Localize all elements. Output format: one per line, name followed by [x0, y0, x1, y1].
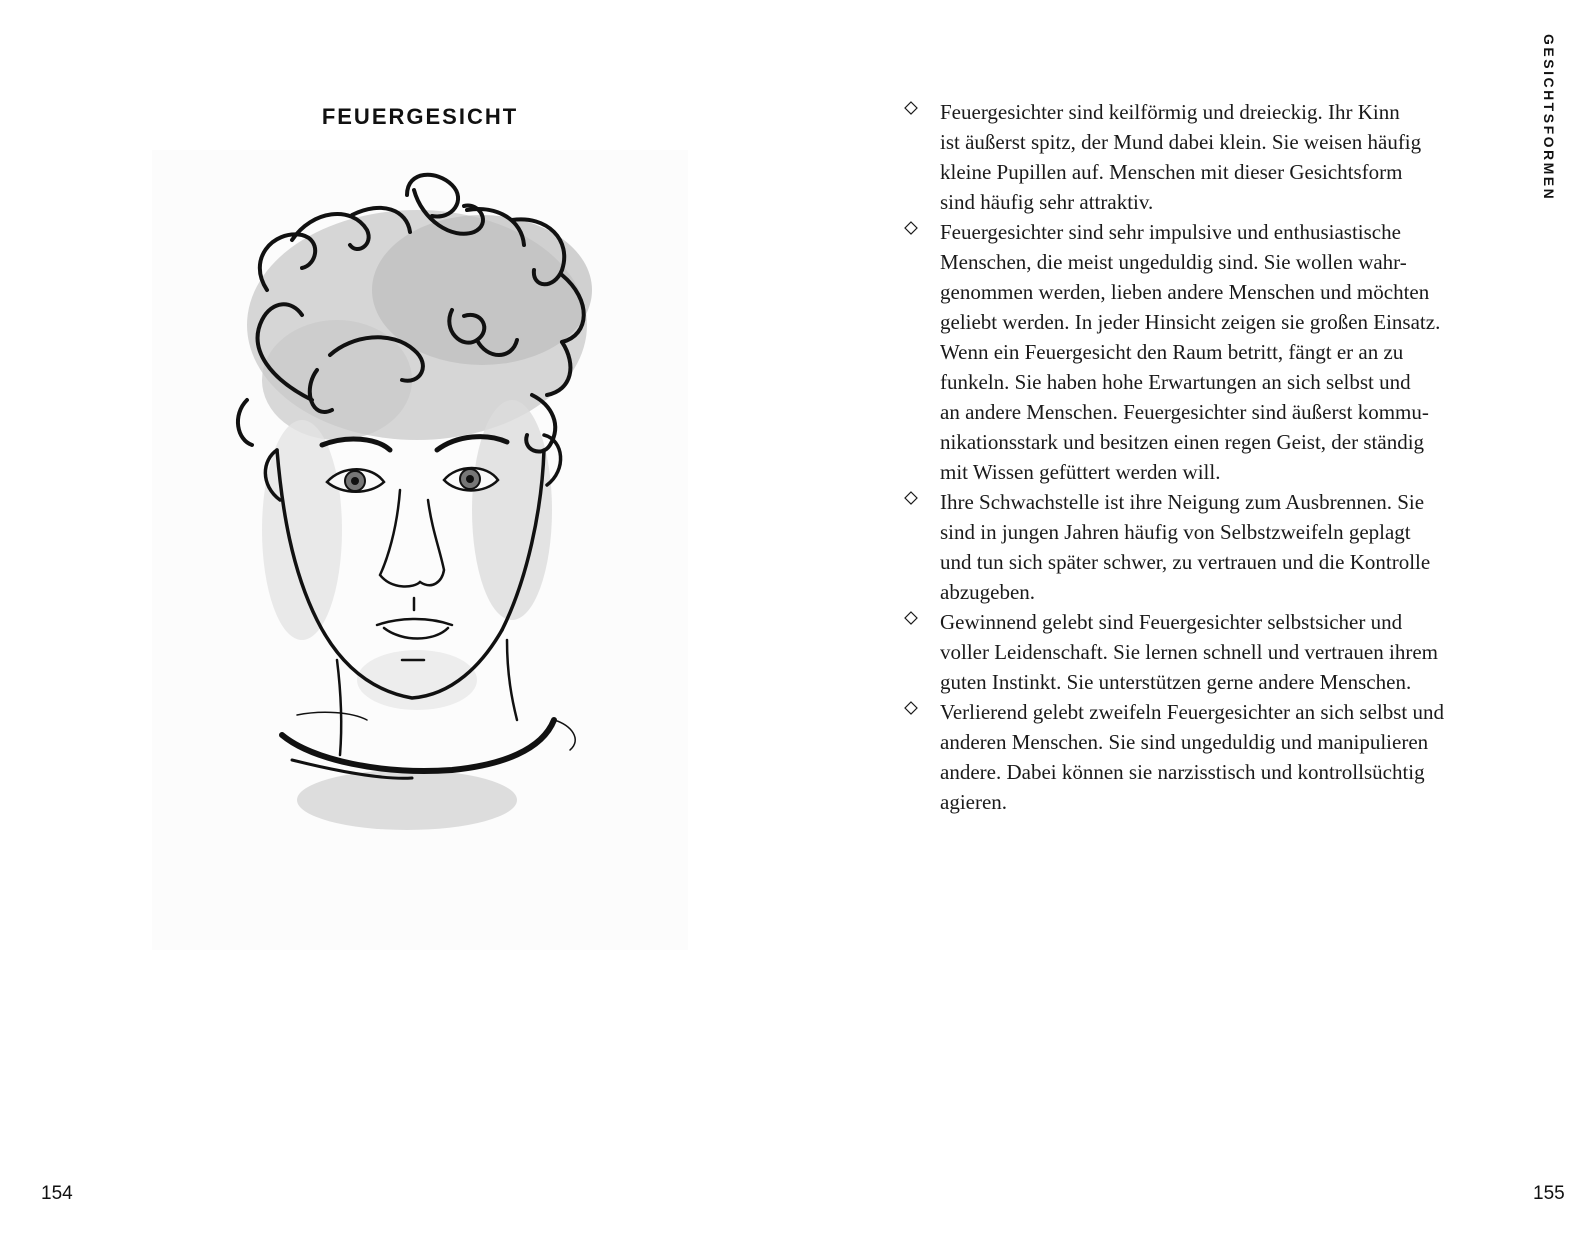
bullet-line: Verlierend gelebt zweifeln Feuergesichter an sich selbst und [940, 700, 1445, 724]
bullet-line: Ihre Schwachstelle ist ihre Neigung zum Ausbrennen. Sie [940, 490, 1425, 514]
page-number-left: 154 [41, 1183, 73, 1204]
page-number-right: 155 [1533, 1183, 1565, 1204]
bullet-item [904, 607, 1464, 697]
diamond-outline-icon [904, 611, 918, 625]
bullet-line: geliebt werden. In jeder Hinsicht zeigen sie großen Einsatz. [940, 310, 1441, 334]
bullet-line: abzugeben. [940, 580, 1036, 604]
diamond-outline-icon [904, 491, 918, 505]
bullet-line: anderen Menschen. Sie sind ungeduldig und manipulieren [940, 730, 1429, 754]
bullet-line: Menschen, die meist ungeduldig sind. Sie wollen wahr- [940, 250, 1407, 274]
bullet-item [904, 217, 1464, 487]
bullet-line: an andere Menschen. Feuergesichter sind äußerst kommu- [940, 400, 1429, 424]
bullet-line: sind häufig sehr attraktiv. [940, 190, 1154, 214]
diamond-outline-icon [904, 101, 918, 115]
bullet-line: voller Leidenschaft. Sie lernen schnell und vertrauen ihrem [940, 640, 1438, 664]
bullet-item [904, 487, 1464, 607]
bullet-line: Wenn ein Feuergesicht den Raum betritt, fängt er an zu [940, 340, 1404, 364]
section-title: FEUERGESICHT [321, 104, 519, 129]
bullet-line: agieren. [940, 790, 1008, 814]
bullet-item [904, 97, 1464, 217]
bullet-line: und tun sich später schwer, zu vertrauen und die Kontrolle [940, 550, 1431, 574]
bullet-item [904, 697, 1464, 817]
bullet-line: ist äußerst spitz, der Mund dabei klein. Sie weisen häufig [940, 130, 1422, 154]
bullet-line: sind in jungen Jahren häufig von Selbstzweifeln geplagt [940, 520, 1411, 544]
bullet-list [904, 97, 1464, 817]
bullet-line: Feuergesichter sind sehr impulsive und enthusiastische [940, 220, 1401, 244]
bullet-line: guten Instinkt. Sie unterstützen gerne andere Menschen. [940, 670, 1412, 694]
diamond-outline-icon [904, 701, 918, 715]
bullet-line: kleine Pupillen auf. Menschen mit dieser Gesichtsform [940, 160, 1403, 184]
diamond-outline-icon [904, 221, 918, 235]
bullet-line: mit Wissen gefüttert werden will. [940, 460, 1221, 484]
bullet-line: andere. Dabei können sie narzisstisch und kontrollsüchtig [940, 760, 1425, 784]
bullet-line: funkeln. Sie haben hohe Erwartungen an sich selbst und [940, 370, 1411, 394]
bullet-line: Feuergesichter sind keilförmig und dreieckig. Ihr Kinn [940, 100, 1400, 124]
bullet-line: nikationsstark und besitzen einen regen Geist, der ständig [940, 430, 1425, 454]
running-head: GESICHTSFORMEN [1541, 34, 1557, 202]
face-sketch-illustration [152, 150, 688, 950]
bullet-line: Gewinnend gelebt sind Feuergesichter selbstsicher und [940, 610, 1403, 634]
bullet-line: genommen werden, lieben andere Menschen und möchten [940, 280, 1430, 304]
